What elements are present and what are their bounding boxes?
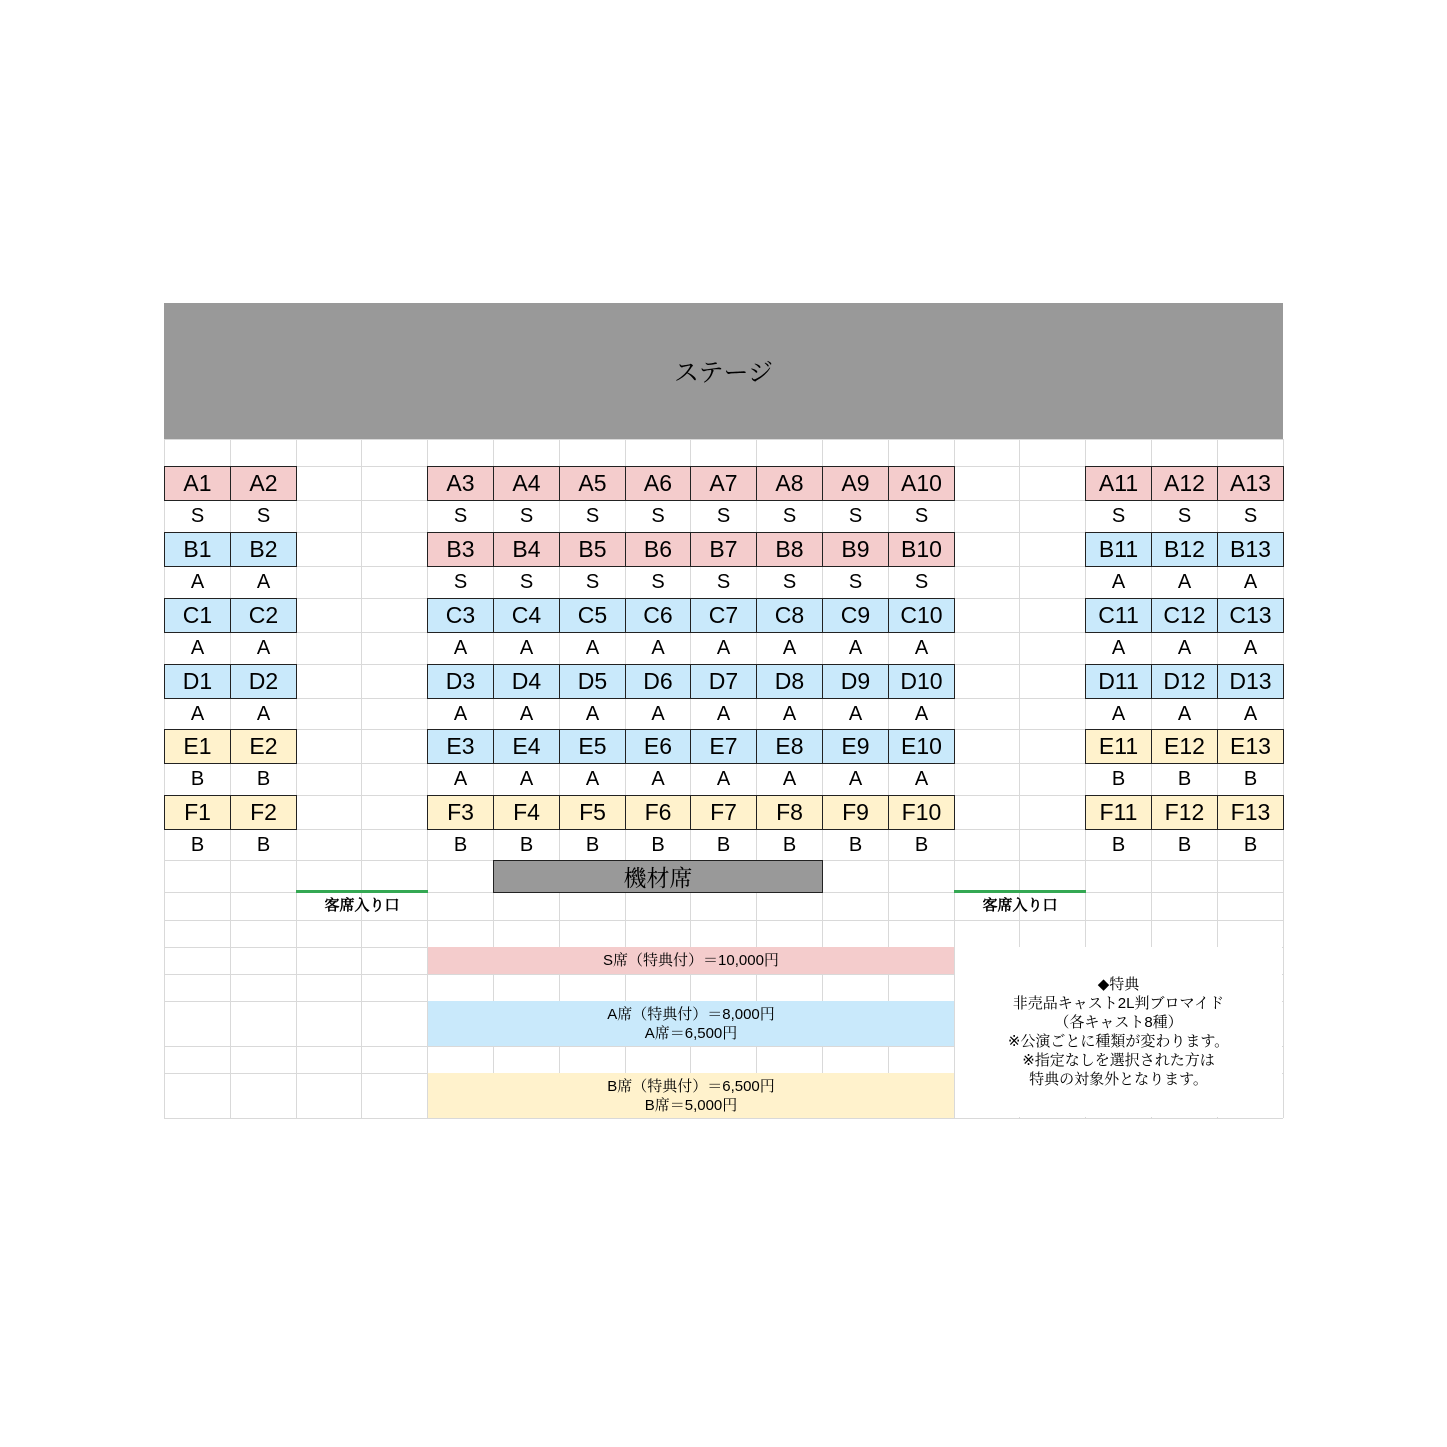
seat-grade: A	[691, 699, 756, 729]
seat-grade: A	[1152, 633, 1217, 664]
seat-b12[interactable]: B12	[1151, 532, 1218, 567]
gridline-horizontal	[164, 920, 1283, 921]
seat-grade: S	[626, 567, 690, 598]
seat-grade: A	[1086, 699, 1151, 729]
equipment-label: 機材席	[623, 865, 693, 891]
seat-grade: A	[626, 633, 690, 664]
seat-c11[interactable]: C11	[1085, 598, 1152, 633]
seat-a1[interactable]: A1	[164, 466, 231, 501]
seat-grade: S	[889, 501, 954, 532]
seat-grade: B	[757, 830, 822, 860]
seat-a6[interactable]: A6	[625, 466, 691, 501]
seat-grade: S	[691, 501, 756, 532]
seat-b13[interactable]: B13	[1217, 532, 1284, 567]
entrance-left	[296, 890, 428, 916]
seat-grade: A	[889, 764, 954, 795]
seat-grade: A	[560, 633, 625, 664]
entrance-right-label: 客席入り口	[982, 897, 1058, 914]
equipment-area	[493, 860, 823, 893]
seat-grade: S	[1086, 501, 1151, 532]
seat-grade: B	[231, 764, 296, 795]
entrance-left-label: 客席入り口	[324, 897, 400, 914]
seat-f4[interactable]: F4	[493, 795, 560, 830]
seat-grade: B	[1218, 830, 1283, 860]
seat-a3[interactable]: A3	[427, 466, 494, 501]
seat-e13[interactable]: E13	[1217, 729, 1284, 764]
seat-grade: A	[757, 764, 822, 795]
entrance-right	[954, 890, 1086, 916]
seat-grade: A	[165, 633, 230, 664]
seat-f13[interactable]: F13	[1217, 795, 1284, 830]
seat-grade: A	[231, 699, 296, 729]
seat-grade: B	[823, 830, 888, 860]
seat-grade: B	[1086, 764, 1151, 795]
seat-b9[interactable]: B9	[822, 532, 889, 567]
seat-f10[interactable]: F10	[888, 795, 955, 830]
seat-a9[interactable]: A9	[822, 466, 889, 501]
seat-grade: S	[560, 567, 625, 598]
seat-d6[interactable]: D6	[625, 664, 691, 699]
seat-grade: A	[231, 633, 296, 664]
seat-grade: S	[1218, 501, 1283, 532]
seat-e9[interactable]: E9	[822, 729, 889, 764]
price-a-line1: A席（特典付）＝8,000円	[607, 1005, 775, 1023]
seat-a11[interactable]: A11	[1085, 466, 1152, 501]
seat-b10[interactable]: B10	[888, 532, 955, 567]
seat-b4[interactable]: B4	[493, 532, 560, 567]
seat-grade: A	[1086, 567, 1151, 598]
seat-c6[interactable]: C6	[625, 598, 691, 633]
seat-f11[interactable]: F11	[1085, 795, 1152, 830]
benefit-line: ※公演ごとに種類が変わります。	[1007, 1033, 1230, 1050]
seat-grade: S	[494, 501, 559, 532]
seat-grade: A	[1218, 567, 1283, 598]
seat-grade: A	[1152, 699, 1217, 729]
seat-grade: A	[823, 633, 888, 664]
benefit-line: （各キャスト8種）	[1054, 1014, 1183, 1031]
seat-e2[interactable]: E2	[230, 729, 297, 764]
seat-grade: S	[823, 501, 888, 532]
seat-b2[interactable]: B2	[230, 532, 297, 567]
seat-d10[interactable]: D10	[888, 664, 955, 699]
seat-e5[interactable]: E5	[559, 729, 626, 764]
seat-grade: B	[165, 764, 230, 795]
seat-grade: S	[165, 501, 230, 532]
seat-grade: S	[1152, 501, 1217, 532]
seat-grade: S	[823, 567, 888, 598]
seat-a10[interactable]: A10	[888, 466, 955, 501]
seat-c7[interactable]: C7	[690, 598, 757, 633]
seat-b7[interactable]: B7	[690, 532, 757, 567]
seat-grade: B	[889, 830, 954, 860]
seat-grade: B	[1218, 764, 1283, 795]
seat-d5[interactable]: D5	[559, 664, 626, 699]
seat-d2[interactable]: D2	[230, 664, 297, 699]
price-b-line1: B席（特典付）＝6,500円	[607, 1077, 775, 1095]
price-a-line2: A席＝6,500円	[644, 1024, 738, 1042]
seat-grade: A	[626, 699, 690, 729]
seat-c3[interactable]: C3	[427, 598, 494, 633]
seat-a13[interactable]: A13	[1217, 466, 1284, 501]
seat-grade: S	[889, 567, 954, 598]
seat-d7[interactable]: D7	[690, 664, 757, 699]
seat-d3[interactable]: D3	[427, 664, 494, 699]
seat-e7[interactable]: E7	[690, 729, 757, 764]
seat-grade: A	[626, 764, 690, 795]
seat-grade: A	[889, 699, 954, 729]
seat-a12[interactable]: A12	[1151, 466, 1218, 501]
seat-grade: S	[428, 567, 493, 598]
seat-c10[interactable]: C10	[888, 598, 955, 633]
seat-grade: S	[231, 501, 296, 532]
seat-d13[interactable]: D13	[1217, 664, 1284, 699]
seat-grade: A	[823, 764, 888, 795]
seat-d9[interactable]: D9	[822, 664, 889, 699]
seat-f7[interactable]: F7	[690, 795, 757, 830]
seat-grade: A	[560, 699, 625, 729]
seat-grade: S	[494, 567, 559, 598]
seat-f2[interactable]: F2	[230, 795, 297, 830]
benefit-heading: ◆特典	[1097, 976, 1140, 993]
benefit-note	[955, 947, 1282, 1117]
seat-grade: A	[428, 699, 493, 729]
seat-grade: A	[1152, 567, 1217, 598]
seat-grade: S	[626, 501, 690, 532]
seat-e10[interactable]: E10	[888, 729, 955, 764]
seat-b6[interactable]: B6	[625, 532, 691, 567]
seat-grade: B	[1152, 830, 1217, 860]
seat-grade: B	[494, 830, 559, 860]
seat-grade: A	[494, 699, 559, 729]
seat-c8[interactable]: C8	[756, 598, 823, 633]
seat-e6[interactable]: E6	[625, 729, 691, 764]
seat-grade: S	[428, 501, 493, 532]
seat-grade: A	[560, 764, 625, 795]
seat-grade: B	[1152, 764, 1217, 795]
seat-d4[interactable]: D4	[493, 664, 560, 699]
seat-c12[interactable]: C12	[1151, 598, 1218, 633]
seat-f6[interactable]: F6	[625, 795, 691, 830]
seating-chart	[164, 303, 1283, 1118]
price-s	[428, 947, 954, 974]
seat-grade: S	[560, 501, 625, 532]
seat-a5[interactable]: A5	[559, 466, 626, 501]
gridline-horizontal	[164, 1118, 1283, 1119]
seat-grade: A	[165, 699, 230, 729]
seat-grade: B	[428, 830, 493, 860]
seat-grade: A	[428, 764, 493, 795]
gridline-vertical	[361, 439, 362, 1118]
benefit-line: 非売品キャスト2L判ブロマイド	[1012, 995, 1225, 1012]
seat-grade: A	[1086, 633, 1151, 664]
price-b-line2: B席＝5,000円	[644, 1096, 738, 1114]
seat-grade: B	[165, 830, 230, 860]
seat-e11[interactable]: E11	[1085, 729, 1152, 764]
seat-a2[interactable]: A2	[230, 466, 297, 501]
benefit-line: 特典の対象外となります。	[1029, 1071, 1208, 1088]
seat-b1[interactable]: B1	[164, 532, 231, 567]
seat-grade: A	[757, 699, 822, 729]
seat-e3[interactable]: E3	[427, 729, 494, 764]
seat-f1[interactable]: F1	[164, 795, 231, 830]
seat-a7[interactable]: A7	[690, 466, 757, 501]
seat-d1[interactable]: D1	[164, 664, 231, 699]
seat-grade: B	[560, 830, 625, 860]
seat-e8[interactable]: E8	[756, 729, 823, 764]
price-s-line1: S席（特典付）＝10,000円	[603, 952, 779, 969]
gridline-horizontal	[164, 439, 1283, 440]
seat-grade: S	[757, 567, 822, 598]
seat-b3[interactable]: B3	[427, 532, 494, 567]
seat-f9[interactable]: F9	[822, 795, 889, 830]
seat-d8[interactable]: D8	[756, 664, 823, 699]
benefit-line: ※指定なしを選択された方は	[1022, 1052, 1215, 1069]
seat-b11[interactable]: B11	[1085, 532, 1152, 567]
seat-grade: A	[231, 567, 296, 598]
seat-c13[interactable]: C13	[1217, 598, 1284, 633]
seat-c5[interactable]: C5	[559, 598, 626, 633]
seat-e12[interactable]: E12	[1151, 729, 1218, 764]
seat-grade: A	[691, 764, 756, 795]
price-a	[428, 1001, 954, 1046]
seat-grade: A	[1218, 699, 1283, 729]
seat-f5[interactable]: F5	[559, 795, 626, 830]
seat-a4[interactable]: A4	[493, 466, 560, 501]
stage	[164, 303, 1283, 439]
seat-c9[interactable]: C9	[822, 598, 889, 633]
seat-grade: S	[757, 501, 822, 532]
seat-grade: A	[494, 764, 559, 795]
seat-grade: B	[231, 830, 296, 860]
seat-e4[interactable]: E4	[493, 729, 560, 764]
seat-c1[interactable]: C1	[164, 598, 231, 633]
seat-d12[interactable]: D12	[1151, 664, 1218, 699]
seat-f8[interactable]: F8	[756, 795, 823, 830]
seat-grade: A	[428, 633, 493, 664]
seat-e1[interactable]: E1	[164, 729, 231, 764]
seat-grade: A	[757, 633, 822, 664]
stage-label: ステージ	[673, 359, 773, 387]
seat-c2[interactable]: C2	[230, 598, 297, 633]
seat-c4[interactable]: C4	[493, 598, 560, 633]
seat-b8[interactable]: B8	[756, 532, 823, 567]
seat-grade: A	[1218, 633, 1283, 664]
seat-grade: B	[691, 830, 756, 860]
seat-f3[interactable]: F3	[427, 795, 494, 830]
seat-b5[interactable]: B5	[559, 532, 626, 567]
seat-grade: B	[626, 830, 690, 860]
seat-grade: A	[691, 633, 756, 664]
price-b	[428, 1073, 954, 1118]
seat-f12[interactable]: F12	[1151, 795, 1218, 830]
seat-grade: B	[1086, 830, 1151, 860]
seat-grade: A	[494, 633, 559, 664]
seat-grade: A	[823, 699, 888, 729]
seat-a8[interactable]: A8	[756, 466, 823, 501]
seat-grade: A	[889, 633, 954, 664]
seat-grade: S	[691, 567, 756, 598]
seat-d11[interactable]: D11	[1085, 664, 1152, 699]
seat-grade: A	[165, 567, 230, 598]
